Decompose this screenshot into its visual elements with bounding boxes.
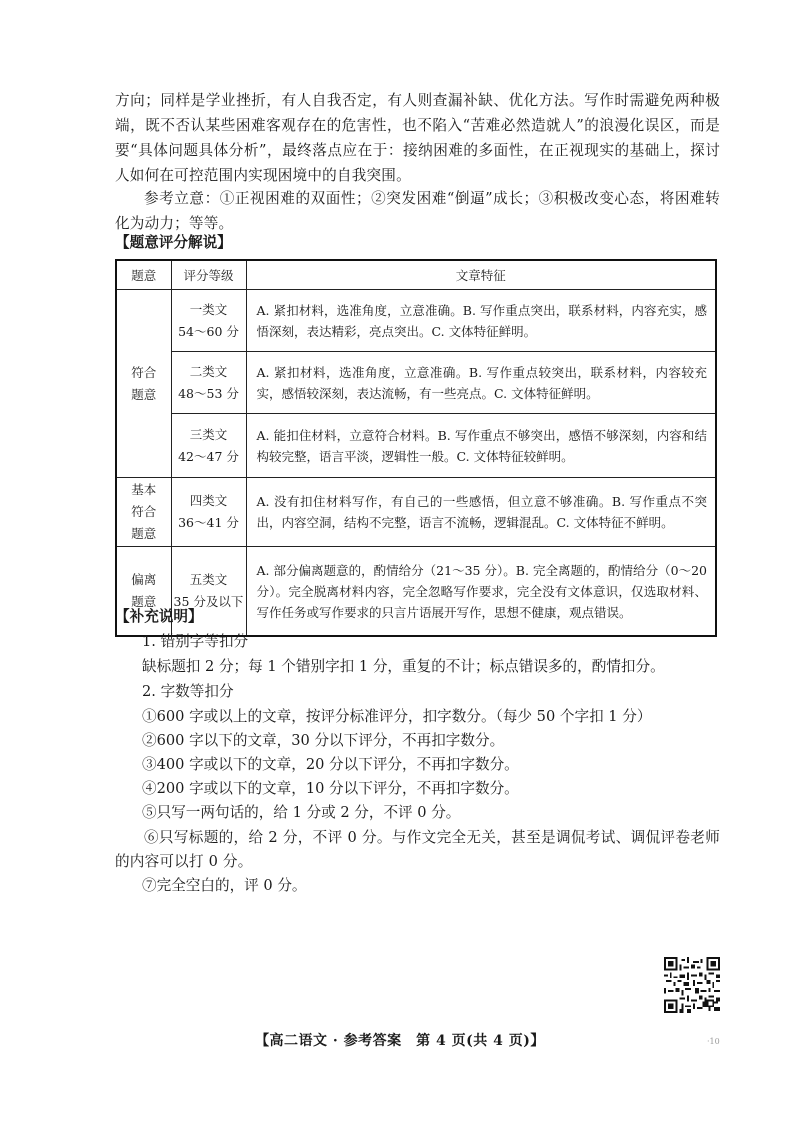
table-header-row <box>116 260 716 290</box>
rule-item: ③400 字或以下的文章，20 分以下评分，不再扣字数分。 <box>142 756 519 773</box>
corner-mark: ·10 <box>707 1037 720 1046</box>
supplement-section-title: 【补充说明】 <box>115 608 203 625</box>
scoring-section-title: 【题意评分解说】 <box>115 234 232 251</box>
rule-item: ①600 字或以上的文章，按评分标准评分，扣字数分。（每少 50 个字扣 1 分） <box>142 708 652 725</box>
reference-themes: 参考立意：①正视困难的双面性；②突发困难“倒逼”成长；③积极改变心态，将困难转化为动力；等等。 <box>115 190 720 232</box>
table-row <box>116 478 716 547</box>
feature-cell: A. 部分偏离题意的，酌情给分（21～35 分）。B. 完全离题的，酌情给分（0～20 分）。完全脱离材料内容，完全忽略写作要求，完全没有文体意识，仅选取材料、写作任务或写作要求的只言片语展开写作，思想不健康，观点错误。 <box>246 547 716 637</box>
feature-cell: A. 紧扣材料，选准角度，立意准确。B. 写作重点较突出，联系材料，内容较充实，感悟较深刻，表达流畅，有一些亮点。C. 文体特征鲜明。 <box>246 352 716 414</box>
supplement-item-text: 缺标题扣 2 分；每 1 个错别字扣 1 分，重复的不计；标点错误多的，酌情扣分。 <box>142 658 665 675</box>
grade-cell: 五类文 35 分及以下 <box>171 547 246 637</box>
category-cell: 基本 符合 题意 <box>116 478 171 547</box>
rule-item: ⑥只写标题的，给 2 分，不评 0 分。与作文完全无关，甚至是调侃考试、调侃评卷老师的内容可以打 0 分。 <box>115 829 720 870</box>
category-cell: 符合 题意 <box>116 290 171 478</box>
category-cell: 偏离 题意 <box>116 547 171 637</box>
feature-cell: A. 没有扣住材料写作，有自己的一些感悟，但立意不够准确。B. 写作重点不突出，内容空洞，结构不完整，语言不流畅，逻辑混乱。C. 文体特征不鲜明。 <box>246 478 716 547</box>
grade-cell: 四类文 36～41 分 <box>171 478 246 547</box>
rule-item: ②600 字以下的文章，30 分以下评分，不再扣字数分。 <box>142 732 505 749</box>
grade-cell: 一类文 54～60 分 <box>171 290 246 352</box>
rule-item: ④200 字或以下的文章，10 分以下评分，不再扣字数分。 <box>142 780 519 797</box>
table-row <box>116 547 716 637</box>
feature-cell: A. 能扣住材料，立意符合材料。B. 写作重点不够突出，感悟不够深刻，内容和结构较完整，语言平淡，逻辑性一般。C. 文体特征较鲜明。 <box>246 414 716 478</box>
scoring-table <box>115 259 717 637</box>
header-topic: 题意 <box>116 260 171 290</box>
supplement-item-title: 1. 错别字等扣分 <box>142 633 249 650</box>
rule-item: ⑦完全空白的，评 0 分。 <box>142 877 307 894</box>
rule-item: ⑤只写一两句话的，给 1 分或 2 分，不评 0 分。 <box>142 804 461 821</box>
table-row <box>116 352 716 414</box>
table-row <box>116 414 716 478</box>
header-grade: 评分等级 <box>171 260 246 290</box>
grade-cell: 二类文 48～53 分 <box>171 352 246 414</box>
feature-cell: A. 紧扣材料，选准角度，立意准确。B. 写作重点突出，联系材料，内容充实，感悟深刻，表达精彩，亮点突出。C. 文体特征鲜明。 <box>246 290 716 352</box>
intro-paragraph: 方向；同样是学业挫折，有人自我否定，有人则查漏补缺、优化方法。写作时需避免两种极端，既不否认某些困难客观存在的危害性，也不陷入“苦难必然造就人”的浪漫化误区，而是要“具体问题具体分析”，最终落点应在于：接纳困难的多面性，在正视现实的基础上，探讨人如何在可控范围内实现困境中的自我突围。 <box>115 92 720 184</box>
supplement-item-title: 2. 字数等扣分 <box>142 683 234 700</box>
table-row <box>116 290 716 352</box>
header-features: 文章特征 <box>246 260 716 290</box>
page-footer: 【高二语文 · 参考答案 第 4 页(共 4 页)】 <box>255 1033 545 1049</box>
qr-code-icon <box>664 957 720 1013</box>
grade-cell: 三类文 42～47 分 <box>171 414 246 478</box>
